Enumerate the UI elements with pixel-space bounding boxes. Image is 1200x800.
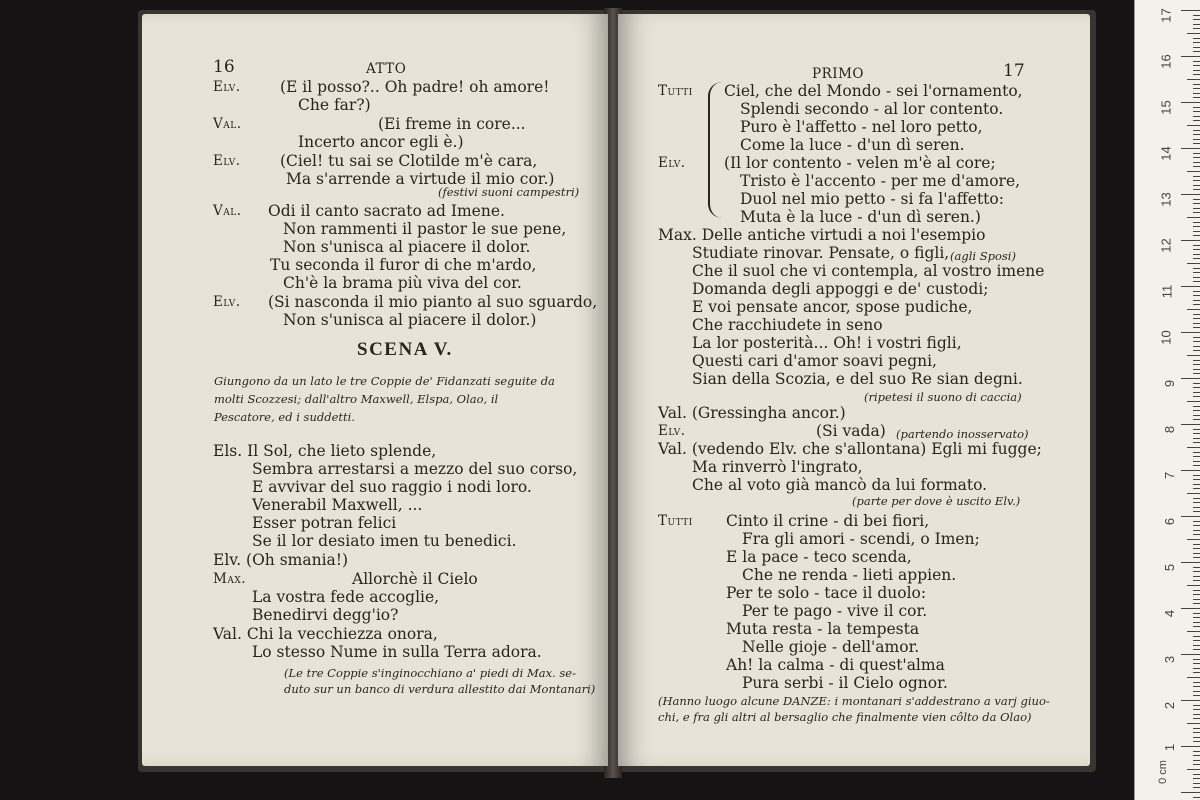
ruler-number: 9 bbox=[1161, 379, 1177, 388]
ruler-tick bbox=[1193, 281, 1200, 282]
ruler-tick bbox=[1193, 645, 1200, 646]
ruler-tick bbox=[1193, 498, 1200, 499]
ruler-tick bbox=[1193, 797, 1200, 798]
verse-line: (Si nasconda il mio pianto al suo sguardo, bbox=[268, 293, 598, 311]
ruler-tick bbox=[1193, 429, 1200, 430]
verse-line: (Ciel! tu sai se Clotilde m'è cara, bbox=[280, 152, 538, 170]
ruler-tick bbox=[1193, 599, 1200, 600]
speaker-label: Elv. bbox=[658, 423, 686, 439]
verse-line: Non s'unisca al piacere il dolor.) bbox=[283, 311, 537, 329]
ruler-tick bbox=[1193, 461, 1200, 462]
ruler-tick bbox=[1181, 746, 1200, 747]
ruler-tick bbox=[1193, 235, 1200, 236]
ruler-tick bbox=[1193, 663, 1200, 664]
ruler-tick bbox=[1193, 28, 1200, 29]
ruler-tick bbox=[1187, 79, 1200, 80]
verse-line: Ma s'arrende a virtude il mio cor.) bbox=[286, 170, 555, 188]
ruler-tick bbox=[1193, 718, 1200, 719]
speaker-label: Elv. bbox=[213, 294, 241, 310]
ruler-number: 14 bbox=[1158, 146, 1174, 161]
page-number-left: 16 bbox=[213, 57, 235, 77]
ruler-tick bbox=[1193, 97, 1200, 98]
verse-line: Che far?) bbox=[298, 96, 371, 114]
running-head-left: ATTO bbox=[366, 61, 407, 77]
ruler-tick bbox=[1193, 245, 1200, 246]
speaker-label: Elv. bbox=[213, 153, 241, 169]
ruler-tick bbox=[1193, 705, 1200, 706]
ruler-tick bbox=[1187, 263, 1200, 264]
verse-line: Elv. (Oh smania!) bbox=[213, 551, 349, 569]
verse-line: Studiate rinovar. Pensate, o figli, bbox=[692, 244, 950, 262]
stage-direction: (ripetesi il suono di caccia) bbox=[864, 390, 1022, 404]
ruler-tick bbox=[1193, 419, 1200, 420]
ruler-tick bbox=[1193, 686, 1200, 687]
ruler-tick bbox=[1193, 502, 1200, 503]
ruler-tick bbox=[1187, 723, 1200, 724]
ruler-tick bbox=[1193, 521, 1200, 522]
verse-line: Se il lor desiato imen tu benedici. bbox=[252, 532, 517, 550]
verse-line: (Il lor contento - velen m'è al core; bbox=[724, 154, 996, 172]
ruler-tick bbox=[1193, 668, 1200, 669]
verse-line: Come la luce - d'un dì seren. bbox=[740, 136, 965, 154]
ruler-number: 15 bbox=[1158, 100, 1174, 115]
ruler-tick bbox=[1193, 268, 1200, 269]
verse-line: (Si vada) bbox=[816, 422, 886, 440]
verse-line: E voi pensate ancor, spose pudiche, bbox=[692, 298, 973, 316]
ruler-tick bbox=[1193, 732, 1200, 733]
ruler-tick bbox=[1193, 406, 1200, 407]
ruler-tick bbox=[1193, 162, 1200, 163]
verse-line: Benedirvi degg'io? bbox=[252, 606, 399, 624]
ruler-tick bbox=[1193, 143, 1200, 144]
verse-line: (Ei freme in core... bbox=[378, 115, 526, 133]
ruler-tick bbox=[1193, 783, 1200, 784]
ruler-tick bbox=[1187, 33, 1200, 34]
ruler-tick bbox=[1193, 84, 1200, 85]
ruler-tick bbox=[1181, 286, 1200, 287]
ruler-tick bbox=[1193, 617, 1200, 618]
ruler-tick bbox=[1193, 341, 1200, 342]
ruler-tick bbox=[1193, 180, 1200, 181]
ruler-number: 4 bbox=[1161, 609, 1177, 618]
ruler-tick bbox=[1187, 493, 1200, 494]
ruler-tick bbox=[1187, 447, 1200, 448]
verse-line: Non s'unisca al piacere il dolor. bbox=[283, 238, 531, 256]
ruler-tick bbox=[1193, 530, 1200, 531]
verse-line: Allorchè il Cielo bbox=[352, 570, 478, 588]
verse-line: La vostra fede accoglie, bbox=[252, 588, 440, 606]
ruler-tick bbox=[1193, 153, 1200, 154]
ruler-tick bbox=[1193, 548, 1200, 549]
ruler-tick bbox=[1181, 792, 1200, 793]
verse-line: Che il suol che vi contempla, al vostro imene bbox=[692, 262, 1045, 280]
verse-line: Lo stesso Nume in sulla Terra adora. bbox=[252, 643, 542, 661]
brace bbox=[708, 82, 726, 218]
verse-line: Splendi secondo - al lor contento. bbox=[740, 100, 1004, 118]
ruler-tick bbox=[1193, 383, 1200, 384]
ruler-tick bbox=[1187, 539, 1200, 540]
ruler-tick bbox=[1193, 751, 1200, 752]
ruler-tick bbox=[1193, 764, 1200, 765]
stage-direction: (festivi suoni campestri) bbox=[438, 185, 580, 199]
ruler-tick bbox=[1193, 787, 1200, 788]
verse-line: Per te solo - tace il duolo: bbox=[726, 584, 927, 602]
ruler-tick bbox=[1187, 401, 1200, 402]
ruler-tick bbox=[1193, 272, 1200, 273]
ruler-number: 17 bbox=[1158, 8, 1174, 23]
ruler-tick bbox=[1193, 640, 1200, 641]
ruler-tick bbox=[1193, 774, 1200, 775]
ruler-tick bbox=[1193, 47, 1200, 48]
verse-line: (E il posso?.. Oh padre! oh amore! bbox=[280, 78, 550, 96]
ruler-tick bbox=[1193, 300, 1200, 301]
verse-line: Muta resta - la tempesta bbox=[726, 620, 920, 638]
ruler-tick bbox=[1193, 557, 1200, 558]
verse-line: Ch'è la brama più viva del cor. bbox=[283, 274, 522, 292]
ruler-number: 1 bbox=[1161, 743, 1177, 752]
ruler-tick bbox=[1187, 125, 1200, 126]
ruler-tick bbox=[1193, 580, 1200, 581]
ruler-tick bbox=[1193, 19, 1200, 20]
verse-line: Ma rinverrò l'ingrato, bbox=[692, 458, 863, 476]
ruler-tick bbox=[1193, 755, 1200, 756]
page-number-right: 17 bbox=[1003, 61, 1025, 81]
verse-line: Non rammenti il pastor le sue pene, bbox=[283, 220, 567, 238]
ruler-tick bbox=[1181, 654, 1200, 655]
ruler-tick bbox=[1193, 258, 1200, 259]
ruler-tick bbox=[1181, 332, 1200, 333]
ruler-tick bbox=[1193, 544, 1200, 545]
ruler-tick bbox=[1193, 157, 1200, 158]
ruler-tick bbox=[1181, 148, 1200, 149]
ruler-tick bbox=[1193, 649, 1200, 650]
ruler-tick bbox=[1193, 88, 1200, 89]
ruler-tick bbox=[1193, 475, 1200, 476]
ruler-tick bbox=[1193, 603, 1200, 604]
ruler-number: 11 bbox=[1158, 284, 1174, 299]
scene-heading: SCENA V. bbox=[357, 339, 453, 360]
speaker-label: Elv. bbox=[658, 155, 686, 171]
ruler-tick bbox=[1193, 364, 1200, 365]
verse-line: Tristo è l'accento - per me d'amore, bbox=[740, 172, 1021, 190]
verse-line: Cinto il crine - di bei fiori, bbox=[726, 512, 930, 530]
ruler-tick bbox=[1193, 42, 1200, 43]
ruler-tick bbox=[1181, 700, 1200, 701]
ruler-tick bbox=[1181, 562, 1200, 563]
ruler-number: 16 bbox=[1158, 54, 1174, 69]
verse-line: Fra gli amori - scendi, o Imen; bbox=[742, 530, 980, 548]
ruler-tick bbox=[1193, 415, 1200, 416]
ruler-tick bbox=[1193, 350, 1200, 351]
ruler-tick bbox=[1193, 479, 1200, 480]
ruler-tick bbox=[1193, 304, 1200, 305]
ruler-tick bbox=[1181, 516, 1200, 517]
ruler-tick bbox=[1193, 567, 1200, 568]
ruler-tick bbox=[1193, 396, 1200, 397]
ruler-tick bbox=[1187, 677, 1200, 678]
ruler-tick bbox=[1193, 134, 1200, 135]
ruler-tick bbox=[1193, 659, 1200, 660]
verse-line: Questi cari d'amor soavi pegni, bbox=[692, 352, 937, 370]
ruler-tick bbox=[1193, 314, 1200, 315]
ruler-tick bbox=[1193, 61, 1200, 62]
ruler-tick bbox=[1193, 226, 1200, 227]
verse-line: Els. Il Sol, che lieto splende, bbox=[213, 442, 437, 460]
ruler-tick bbox=[1193, 291, 1200, 292]
verse-line: Odi il canto sacrato ad Imene. bbox=[268, 202, 505, 220]
ruler-tick bbox=[1193, 208, 1200, 209]
ruler-tick bbox=[1187, 355, 1200, 356]
ruler-tick bbox=[1193, 199, 1200, 200]
ruler-tick bbox=[1193, 507, 1200, 508]
ruler-tick bbox=[1181, 240, 1200, 241]
ruler-tick bbox=[1193, 24, 1200, 25]
ruler-tick bbox=[1193, 346, 1200, 347]
ruler-tick bbox=[1193, 116, 1200, 117]
verse-line: Ah! la calma - di quest'alma bbox=[726, 656, 945, 674]
verse-line: Muta è la luce - d'un dì seren.) bbox=[740, 208, 981, 226]
ruler-tick bbox=[1181, 102, 1200, 103]
ruler-number: 12 bbox=[1158, 238, 1174, 253]
ruler-number: 2 bbox=[1161, 701, 1177, 710]
verse-line: Val. (vedendo Elv. che s'allontana) Egli mi fugge; bbox=[658, 440, 1042, 458]
verse-line: Che al voto già mancò da lui formato. bbox=[692, 476, 988, 494]
ruler-number: 3 bbox=[1161, 655, 1177, 664]
speaker-label: Elv. bbox=[213, 79, 241, 95]
ruler-number: 5 bbox=[1161, 563, 1177, 572]
ruler-tick bbox=[1193, 74, 1200, 75]
ruler-tick bbox=[1193, 254, 1200, 255]
ruler-tick bbox=[1193, 525, 1200, 526]
running-head-right: PRIMO bbox=[812, 66, 864, 82]
verse-line: Duol nel mio petto - si fa l'affetto: bbox=[740, 190, 1004, 208]
verse-line: La lor posterità... Oh! i vostri figli, bbox=[692, 334, 962, 352]
ruler-tick bbox=[1193, 120, 1200, 121]
ruler-tick bbox=[1181, 10, 1200, 11]
ruler-tick bbox=[1187, 585, 1200, 586]
ruler-tick bbox=[1193, 139, 1200, 140]
ruler-number: 13 bbox=[1158, 192, 1174, 207]
ruler-tick bbox=[1193, 488, 1200, 489]
ruler-tick bbox=[1193, 571, 1200, 572]
stage-direction: chi, e fra gli altri al bersaglio che finalmente vien côlto da Olao) bbox=[658, 710, 1032, 724]
ruler-tick bbox=[1193, 369, 1200, 370]
verse-line: Che racchiudete in seno bbox=[692, 316, 883, 334]
ruler-number: 7 bbox=[1161, 471, 1177, 480]
ruler-tick bbox=[1193, 465, 1200, 466]
verse-line: Sembra arrestarsi a mezzo del suo corso, bbox=[252, 460, 578, 478]
ruler-tick bbox=[1193, 741, 1200, 742]
ruler-tick bbox=[1193, 576, 1200, 577]
ruler-tick bbox=[1193, 176, 1200, 177]
ruler-tick bbox=[1181, 56, 1200, 57]
verse-line: Max. Delle antiche virtudi a noi l'esempio bbox=[658, 226, 986, 244]
ruler-tick bbox=[1193, 212, 1200, 213]
ruler-tick bbox=[1193, 760, 1200, 761]
ruler-tick bbox=[1193, 327, 1200, 328]
ruler-tick bbox=[1187, 631, 1200, 632]
ruler-tick bbox=[1193, 709, 1200, 710]
speaker-label: Max. bbox=[213, 571, 247, 587]
verse-line: Incerto ancor egli è.) bbox=[298, 133, 464, 151]
ruler-tick bbox=[1193, 318, 1200, 319]
ruler-tick bbox=[1193, 433, 1200, 434]
ruler-tick bbox=[1193, 107, 1200, 108]
ruler-tick bbox=[1193, 452, 1200, 453]
ruler-tick bbox=[1181, 608, 1200, 609]
ruler-tick bbox=[1181, 424, 1200, 425]
ruler-tick bbox=[1193, 203, 1200, 204]
verse-line: Sian della Scozia, e del suo Re sian degni. bbox=[692, 370, 1023, 388]
ruler-tick bbox=[1193, 392, 1200, 393]
ruler-number: 8 bbox=[1161, 425, 1177, 434]
verse-line: Val. Chi la vecchiezza onora, bbox=[213, 625, 438, 643]
ruler-tick bbox=[1193, 534, 1200, 535]
ruler-tick bbox=[1193, 410, 1200, 411]
stage-direction: (partendo inosservato) bbox=[896, 427, 1029, 441]
ruler-tick bbox=[1193, 672, 1200, 673]
ruler-unit-label: 0 cm bbox=[1157, 760, 1170, 784]
ruler-tick bbox=[1193, 626, 1200, 627]
verse-line: Val. (Gressingha ancor.) bbox=[658, 404, 846, 422]
ruler-tick bbox=[1193, 38, 1200, 39]
stage-direction: duto sur un banco di verdura allestito dai Montanari) bbox=[284, 682, 596, 696]
verse-line: Esser potran felici bbox=[252, 514, 397, 532]
ruler-tick bbox=[1193, 387, 1200, 388]
ruler-tick bbox=[1193, 231, 1200, 232]
ruler-tick bbox=[1181, 194, 1200, 195]
ruler-tick bbox=[1193, 728, 1200, 729]
ruler-tick bbox=[1193, 511, 1200, 512]
ruler-tick bbox=[1193, 590, 1200, 591]
stage-direction: molti Scozzesi; dall'altro Maxwell, Elspa, Olao, il bbox=[214, 392, 499, 406]
verse-line: Pura serbi - il Cielo ognor. bbox=[742, 674, 948, 692]
ruler-tick bbox=[1193, 249, 1200, 250]
ruler-tick bbox=[1181, 378, 1200, 379]
ruler-tick bbox=[1193, 691, 1200, 692]
verse-line: Puro è l'affetto - nel loro petto, bbox=[740, 118, 983, 136]
ruler-tick bbox=[1193, 15, 1200, 16]
verse-line: Tu seconda il furor di che m'ardo, bbox=[270, 256, 537, 274]
verse-line: Che ne renda - lieti appien. bbox=[742, 566, 957, 584]
ruler-tick bbox=[1193, 484, 1200, 485]
verse-line: Per te pago - vive il cor. bbox=[742, 602, 928, 620]
measuring-ruler bbox=[1134, 0, 1200, 800]
ruler-tick bbox=[1193, 295, 1200, 296]
ruler-tick bbox=[1193, 737, 1200, 738]
verse-line: Domanda degli appoggi e de' custodi; bbox=[692, 280, 989, 298]
stage-direction: (Le tre Coppie s'inginocchiano a' piedi di Max. se- bbox=[284, 666, 577, 680]
ruler-tick bbox=[1193, 51, 1200, 52]
speaker-label: Val. bbox=[213, 203, 242, 219]
stage-direction: (Hanno luogo alcune DANZE: i montanari s'addestrano a varj giuo- bbox=[658, 694, 1050, 708]
ruler-tick bbox=[1193, 130, 1200, 131]
ruler-tick bbox=[1181, 470, 1200, 471]
ruler-tick bbox=[1193, 438, 1200, 439]
ruler-tick bbox=[1193, 277, 1200, 278]
ruler-tick bbox=[1193, 70, 1200, 71]
ruler-tick bbox=[1193, 622, 1200, 623]
ruler-tick bbox=[1193, 695, 1200, 696]
ruler-tick bbox=[1187, 769, 1200, 770]
ruler-tick bbox=[1193, 456, 1200, 457]
ruler-tick bbox=[1187, 217, 1200, 218]
ruler-tick bbox=[1193, 442, 1200, 443]
ruler-tick bbox=[1193, 189, 1200, 190]
ruler-tick bbox=[1193, 111, 1200, 112]
ruler-tick bbox=[1193, 553, 1200, 554]
ruler-tick bbox=[1193, 166, 1200, 167]
verse-line: Nelle gioje - dell'amor. bbox=[742, 638, 920, 656]
stage-direction: (parte per dove è uscito Elv.) bbox=[852, 494, 1021, 508]
ruler-tick bbox=[1193, 778, 1200, 779]
ruler-tick bbox=[1187, 171, 1200, 172]
stage-direction: (agli Sposi) bbox=[950, 249, 1016, 263]
stage-direction: Giungono da un lato le tre Coppie de' Fidanzati seguite da bbox=[214, 374, 555, 388]
verse-line: E avvivar del suo raggio i nodi loro. bbox=[252, 478, 532, 496]
verse-line: E la pace - teco scenda, bbox=[726, 548, 912, 566]
ruler-tick bbox=[1193, 682, 1200, 683]
ruler-tick bbox=[1193, 360, 1200, 361]
ruler-tick bbox=[1193, 323, 1200, 324]
ruler-tick bbox=[1193, 93, 1200, 94]
speaker-label: Val. bbox=[213, 116, 242, 132]
ruler-tick bbox=[1193, 714, 1200, 715]
stage-direction: Pescatore, ed i suddetti. bbox=[214, 410, 355, 424]
ruler-tick bbox=[1193, 373, 1200, 374]
ruler-tick bbox=[1193, 594, 1200, 595]
ruler-tick bbox=[1193, 613, 1200, 614]
verse-line: Ciel, che del Mondo - sei l'ornamento, bbox=[724, 82, 1023, 100]
ruler-tick bbox=[1193, 65, 1200, 66]
verse-line: Venerabil Maxwell, ... bbox=[252, 496, 423, 514]
ruler-tick bbox=[1193, 337, 1200, 338]
ruler-tick bbox=[1187, 309, 1200, 310]
ruler-tick bbox=[1193, 222, 1200, 223]
ruler-number: 6 bbox=[1161, 517, 1177, 526]
speaker-label: Tutti bbox=[658, 83, 693, 99]
speaker-label: Tutti bbox=[658, 513, 693, 529]
ruler-tick bbox=[1193, 636, 1200, 637]
ruler-number: 10 bbox=[1158, 330, 1174, 345]
ruler-tick bbox=[1193, 185, 1200, 186]
